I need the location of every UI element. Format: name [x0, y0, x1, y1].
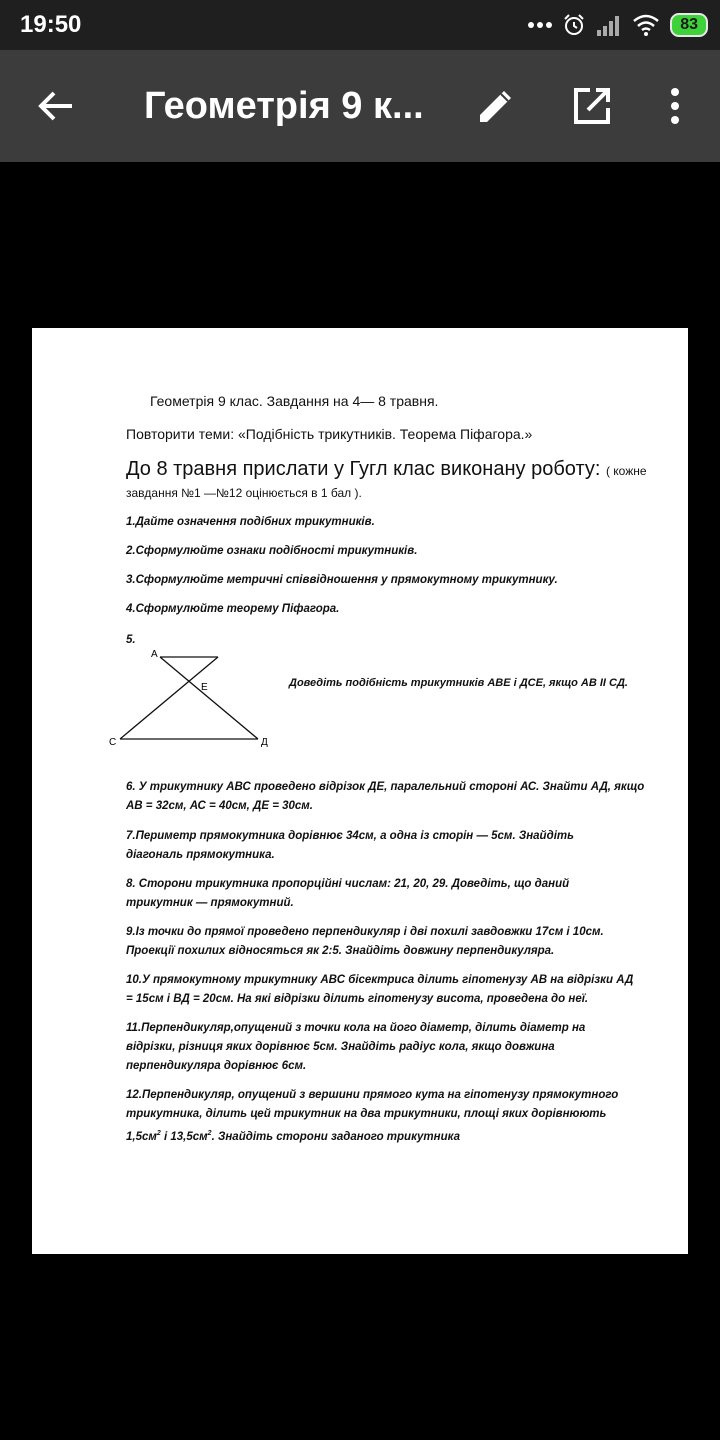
battery-icon: 83	[670, 13, 708, 37]
page-title: Геометрія 9 к...	[144, 85, 424, 127]
doc-topics: Повторити теми: «Подібність трикутників. Теорема Піфагора.»	[126, 426, 533, 442]
task-11-line1: 11.Перпендикуляр,опущений з точки кола на його діаметр, ділить діаметр на	[126, 1022, 586, 1034]
alarm-icon	[562, 13, 586, 37]
task-11-line2: відрізки, різниця яких дорівнює 5см. Знайдіть радіус кола, якщо довжина	[126, 1041, 555, 1053]
open-external-icon[interactable]	[570, 84, 614, 128]
task-1: 1.Дайте означення подібних трикутників.	[126, 516, 375, 528]
task-9-line1: 9.Із точки до прямої проведено перпендикуляр і дві похилі завдовжки 17см і 10см.	[126, 926, 604, 938]
status-bar	[0, 0, 720, 50]
wifi-icon	[632, 14, 660, 36]
app-bar	[0, 50, 720, 162]
task-12-area1: 1,5см	[126, 1130, 157, 1143]
task5-figure	[106, 645, 276, 751]
task-7	[126, 827, 574, 865]
deadline-note-a: ( кожне	[605, 464, 647, 478]
task-6-line1: 6. У трикутнику АВС проведено відрізок ДЕ, паралельний стороні АС. Знайти АД, якщо	[126, 781, 645, 793]
task-9-line2: Проекції похилих відносяться як 2:5. Знайдіть довжину перпендикуляра.	[126, 945, 555, 957]
label-d: Д	[261, 737, 268, 748]
task5-statement: Доведіть подібність трикутників АВЕ і ДСЕ, якщо АВ ІІ СД.	[289, 677, 628, 689]
task-12-end: . Знайдіть сторони заданого трикутника	[211, 1130, 460, 1143]
task-10-line1: 10.У прямокутному трикутнику АВС бісектриса ділить гіпотенузу АВ на відрізки АД	[126, 974, 634, 986]
task-12-sup1: 2	[156, 1130, 161, 1137]
task-4: 4.Сформулюйте теорему Піфагора.	[126, 603, 340, 615]
overflow-menu-icon[interactable]	[660, 84, 690, 128]
task-7-line1: 7.Периметр прямокутника дорівнює 34см, а одна із сторін — 5см. Знайдіть	[126, 830, 574, 842]
signal-icon	[596, 14, 622, 36]
label-a: А	[151, 649, 158, 660]
task-8	[126, 875, 569, 913]
task-10	[126, 971, 633, 1009]
task-2: 2.Сформулюйте ознаки подібності трикутників.	[126, 545, 418, 557]
doc-deadline	[126, 458, 647, 481]
task-12-line2: трикутника, ділить цей трикутник на два трикутники, площі яких дорівнюють	[126, 1108, 607, 1120]
doc-heading: Геометрія 9 клас. Завдання на 4— 8 травня.	[150, 393, 439, 409]
task-11-line3: перпендикуляра дорівнює 6см.	[126, 1060, 307, 1072]
task-7-line2: діагональ прямокутника.	[126, 849, 275, 861]
status-icons	[528, 12, 708, 38]
deadline-text: До 8 травня прислати у Гугл клас виконану роботу:	[126, 458, 601, 480]
task-12-line1: 12.Перпендикуляр, опущений з вершини прямого кута на гіпотенузу прямокутного	[126, 1089, 619, 1101]
task-3: 3.Сформулюйте метричні співвідношення у прямокутному трикутнику.	[126, 574, 558, 586]
task-8-line1: 8. Сторони трикутника пропорційні числам: 21, 20, 29. Доведіть, що даний	[126, 878, 570, 890]
edit-pencil-icon[interactable]	[474, 84, 518, 128]
task-12	[126, 1086, 618, 1147]
deadline-note-b: завдання №1 —№12 оцінюється в 1 бал ).	[126, 486, 362, 500]
back-arrow-icon[interactable]	[34, 84, 78, 128]
task-10-line2: = 15см і ВД = 20см. На які відрізки ділить гіпотенузу висота, проведена до неї.	[126, 993, 589, 1005]
task-6-line2: АВ = 32см, АС = 40см, ДЕ = 30см.	[126, 800, 313, 812]
task-11	[126, 1019, 585, 1076]
more-dots-icon	[528, 21, 552, 29]
label-c: С	[109, 737, 117, 748]
task-5: 5.	[126, 634, 136, 646]
document-page[interactable]	[32, 328, 688, 1254]
task-12-area2: і 13,5см	[160, 1130, 208, 1143]
task-12-line3	[126, 1124, 618, 1147]
label-e: Е	[201, 682, 208, 693]
task-8-line2: трикутник — прямокутний.	[126, 897, 294, 909]
task-12-sup2: 2	[207, 1130, 212, 1137]
task-9	[126, 923, 604, 961]
status-time: 19:50	[20, 11, 82, 38]
task-6	[126, 778, 644, 816]
